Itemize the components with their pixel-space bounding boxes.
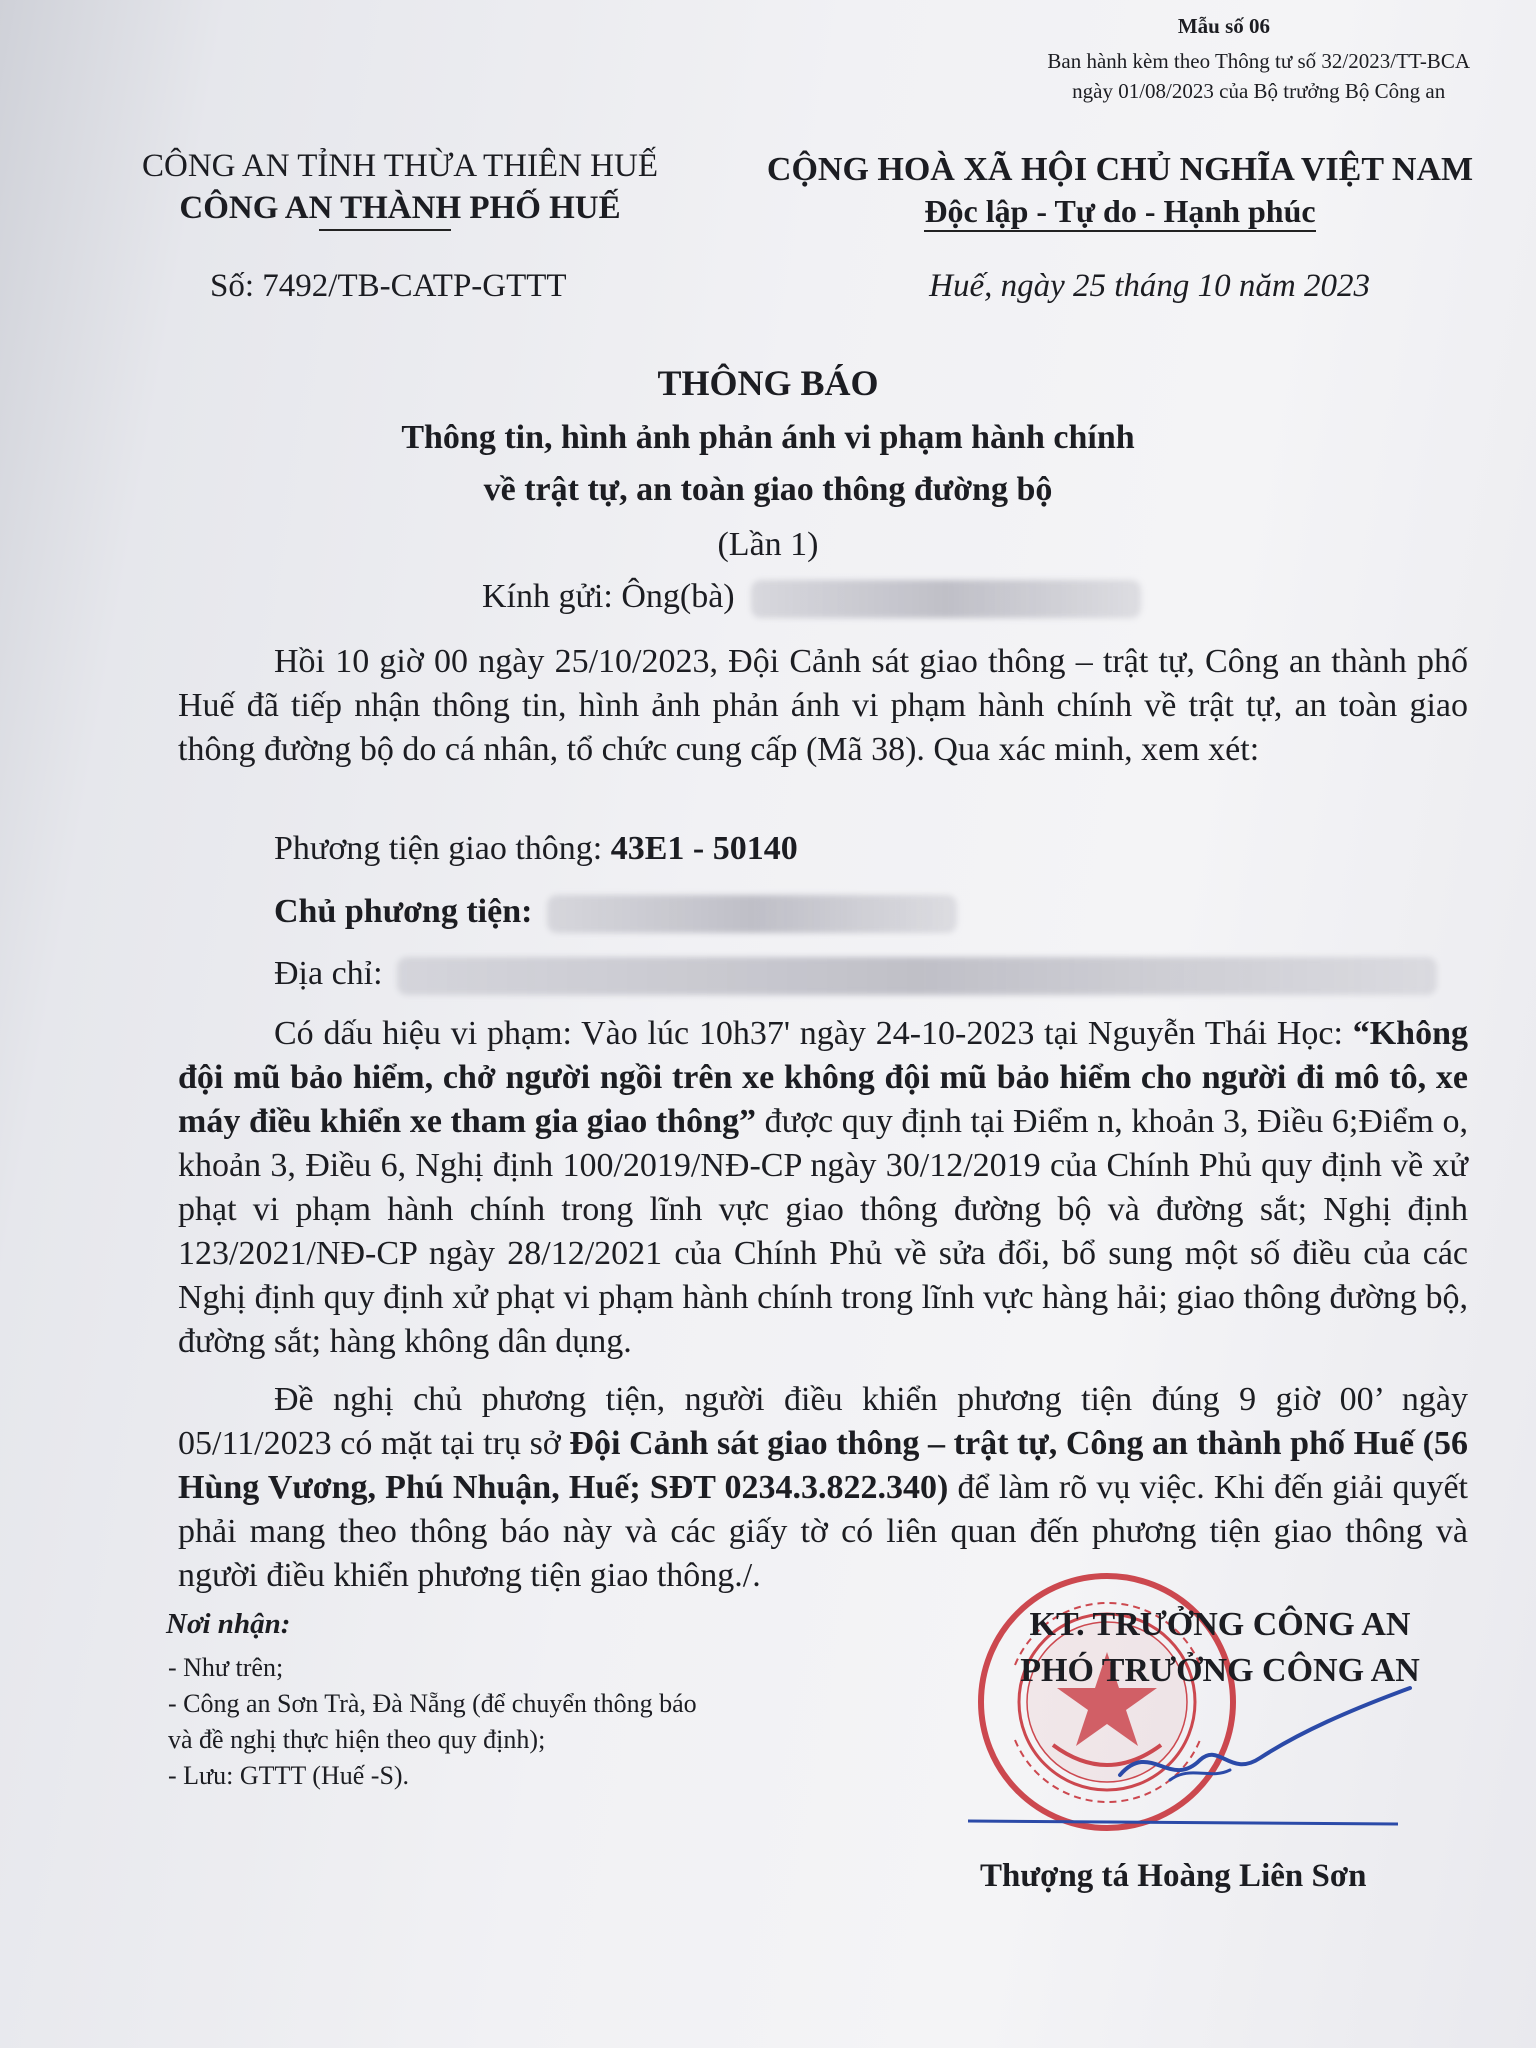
country-name: CỘNG HOÀ XÃ HỘI CHỦ NGHĨA VIỆT NAM (766, 151, 1474, 188)
redacted-address (397, 957, 1437, 995)
form-reference (1047, 46, 1470, 106)
document-title: THÔNG BÁO (657, 363, 879, 403)
redacted-owner-name (547, 895, 957, 933)
request-instructions: để làm rõ vụ việc. Khi đến giải quyết phải mang theo thông báo này và các giấy tờ có liên quan đến phương tiện giao thông và người điều khiển phương tiện giao thông./. (178, 1469, 1468, 1594)
violation-legal-basis: được quy định tại Điểm n, khoản 3, Điều 6;Điểm o, khoản 3, Điều 6, Nghị định 100/2019/NĐ-CP ngày 30/12/2019 của Chính Phủ quy định về xử phạt vi phạm hành chính trong lĩnh vực giao thông đường bộ và đường sắt; Nghị định 123/2021/NĐ-CP ngày 28/12/2021 của Chính Phủ về sửa đổi, bổ sung một số điều của các Nghị định quy định xử phạt vi phạm hành chính trong lĩnh vực hàng hải; giao thông đường bộ, đường sắt; hàng không dân dụng. (178, 1103, 1468, 1360)
issuing-agency (110, 145, 690, 235)
attempt-number: (Lần 1) (717, 526, 819, 563)
receiver-item: và đề nghị thực hiện theo quy định); (168, 1725, 546, 1754)
signature-title-line-1: KT. TRƯỞNG CÔNG AN (1029, 1606, 1411, 1643)
signature-title-line-2: PHÓ TRƯỞNG CÔNG AN (1020, 1652, 1420, 1689)
subtitle-line-1: Thông tin, hình ảnh phản ánh vi phạm hành chính (401, 419, 1135, 456)
receivers-list (168, 1650, 697, 1794)
recipient-label: Kính gửi: Ông(bà) (482, 578, 735, 615)
redacted-recipient-name (751, 580, 1141, 618)
request-intro: Đề nghị chủ phương tiện, người điều khiển phương tiện đúng 9 giờ 00’ ngày 05/11/2023 có mặt tại trụ sở (178, 1381, 1468, 1462)
vehicle-plate: 43E1 - 50140 (610, 830, 798, 867)
national-header (740, 148, 1500, 240)
paragraph-intro: Hồi 10 giờ 00 ngày 25/10/2023, Đội Cảnh sát giao thông – trật tự, Công an thành phố Huế đã tiếp nhận thông tin, hình ảnh phản ánh vi phạm hành chính về trật tự, an toàn giao thông đường bộ do cá nhân, tổ chức cung cấp (Mã 38). Qua xác minh, xem xét: (178, 643, 1468, 768)
request-location: Đội Cảnh sát giao thông – trật tự, Công an thành phố Huế (56 Hùng Vương, Phú Nhuận, Huế; SĐT 0234.3.822.340) (178, 1425, 1469, 1506)
vehicle-label: Phương tiện giao thông: (274, 830, 611, 867)
document-number: Số: 7492/TB-CATP-GTTT (210, 268, 567, 304)
agency-name: CÔNG AN THÀNH PHỐ HUẾ (179, 187, 620, 229)
national-motto: Độc lập - Tự do - Hạnh phúc (924, 192, 1315, 232)
subtitle-line-2: về trật tự, an toàn giao thông đường bộ (483, 471, 1053, 508)
form-reference-line-1: Ban hành kèm theo Thông tư số 32/2023/TT-BCA (1047, 49, 1470, 73)
receiver-item: - Lưu: GTTT (Huế -S). (168, 1761, 410, 1790)
violation-description: “Không đội mũ bảo hiểm, chở người ngồi trên xe không đội mũ bảo hiểm cho người đi mô tô, xe máy điều khiển xe tham gia giao thông” (178, 1015, 1468, 1140)
form-number: Mẫu số 06 (1177, 14, 1270, 38)
handwritten-signature (1110, 1680, 1430, 1800)
receivers-heading: Nơi nhận: (166, 1608, 291, 1640)
vehicle-field (274, 830, 798, 868)
paragraph-violation (178, 1012, 1468, 1364)
address-label: Địa chỉ: (274, 955, 392, 992)
violation-intro: Có dấu hiệu vi phạm: Vào lúc 10h37' ngày 24-10-2023 tại Nguyễn Thái Học: (274, 1015, 1353, 1052)
owner-field (274, 893, 957, 933)
address-field (274, 955, 1437, 995)
parent-agency: CÔNG AN TỈNH THỪA THIÊN HUẾ (141, 148, 658, 184)
document-date: Huế, ngày 25 tháng 10 năm 2023 (929, 268, 1370, 304)
paragraph-request (178, 1378, 1468, 1598)
document-subtitle (0, 412, 1536, 516)
receiver-item: - Như trên; (168, 1653, 284, 1682)
form-reference-line-2: ngày 01/08/2023 của Bộ trưởng Bộ Công an (1072, 79, 1446, 103)
signer-name: Thượng tá Hoàng Liên Sơn (980, 1858, 1367, 1894)
owner-label: Chủ phương tiện: (274, 893, 541, 930)
receiver-item: - Công an Sơn Trà, Đà Nẵng (để chuyển thông báo (168, 1689, 697, 1718)
recipient-line (482, 578, 1141, 618)
